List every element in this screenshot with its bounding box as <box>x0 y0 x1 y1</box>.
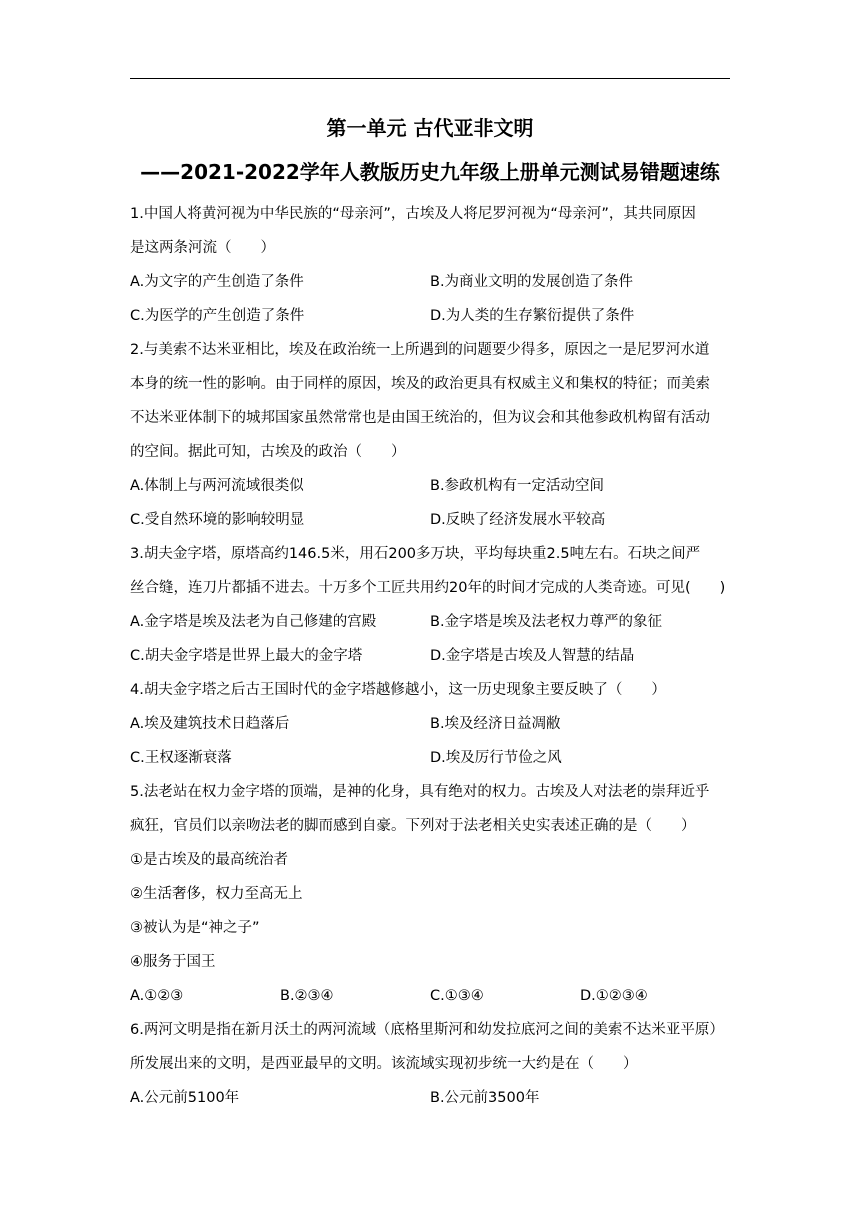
option-c[interactable]: C.胡夫金字塔是世界上最大的金字塔 <box>130 648 363 664</box>
options-row <box>130 712 730 746</box>
question-5 <box>130 780 730 1018</box>
question-stem-line: 6.两河文明是指在新月沃土的两河流域（底格里斯河和幼发拉底河之间的美索不达米亚平原） <box>130 1022 724 1038</box>
option-d[interactable]: D.埃及厉行节俭之风 <box>430 750 562 766</box>
option-a[interactable]: A.金字塔是埃及法老为自己修建的宫殿 <box>130 614 377 630</box>
question-list <box>130 202 730 1120</box>
option-b[interactable]: B.埃及经济日益凋敝 <box>430 716 561 732</box>
option-a[interactable]: A.①②③ <box>130 988 184 1004</box>
question-stem-line: 3.胡夫金字塔，原塔高约146.5米，用石200多万块，平均每块重2.5吨左右。石块之间严 <box>130 546 701 562</box>
options-row <box>130 1086 730 1120</box>
options-row <box>130 746 730 780</box>
question-stem-line: 疯狂，官员们以亲吻法老的脚而感到自豪。下列对于法老相关史实表述正确的是（ ） <box>130 818 696 834</box>
statement-3: ③被认为是“神之子” <box>130 920 260 936</box>
options-row <box>130 270 730 304</box>
header-rule <box>130 78 730 79</box>
options-row <box>130 304 730 338</box>
test-subtitle: ——2021-2022学年人教版历史九年级上册单元测试易错题速练 <box>140 160 720 184</box>
option-d[interactable]: D.为人类的生存繁衍提供了条件 <box>430 308 635 324</box>
options-row <box>130 610 730 644</box>
option-d[interactable]: D.①②③④ <box>580 988 648 1004</box>
question-4 <box>130 678 730 780</box>
options-row <box>130 508 730 542</box>
question-stem-line: 1.中国人将黄河视为中华民族的“母亲河”，古埃及人将尼罗河视为“母亲河”，其共同原因 <box>130 206 696 222</box>
question-stem-line: 不达米亚体制下的城邦国家虽然常常也是由国王统治的，但为议会和其他参政机构留有活动 <box>130 410 710 426</box>
option-b[interactable]: B.公元前3500年 <box>430 1090 540 1106</box>
option-c[interactable]: C.①③④ <box>430 988 484 1004</box>
option-c[interactable]: C.受自然环境的影响较明显 <box>130 512 305 528</box>
question-stem-line: 2.与美索不达米亚相比，埃及在政治统一上所遇到的问题要少得多，原因之一是尼罗河水道 <box>130 342 710 358</box>
question-stem-line: 本身的统一性的影响。由于同样的原因，埃及的政治更具有权威主义和集权的特征；而美索 <box>130 376 710 392</box>
question-stem-line: 5.法老站在权力金字塔的顶端，是神的化身，具有绝对的权力。古埃及人对法老的崇拜近乎 <box>130 784 710 800</box>
options-row <box>130 644 730 678</box>
option-b[interactable]: B.参政机构有一定活动空间 <box>430 478 605 494</box>
option-b[interactable]: B.②③④ <box>280 988 334 1004</box>
statement-1: ①是古埃及的最高统治者 <box>130 852 288 868</box>
question-stem-line: 丝合缝，连刀片都插不进去。十万多个工匠共用约20年的时间才完成的人类奇迹。可见( ) <box>130 580 726 596</box>
statement-2: ②生活奢侈，权力至高无上 <box>130 886 303 902</box>
option-a[interactable]: A.公元前5100年 <box>130 1090 240 1106</box>
option-a[interactable]: A.埃及建筑技术日趋落后 <box>130 716 290 732</box>
option-b[interactable]: B.金字塔是埃及法老权力尊严的象征 <box>430 614 663 630</box>
unit-title: 第一单元 古代亚非文明 <box>326 116 534 140</box>
question-stem-line: 是这两条河流（ ） <box>130 240 275 256</box>
option-d[interactable]: D.金字塔是古埃及人智慧的结晶 <box>430 648 635 664</box>
question-3 <box>130 542 730 678</box>
question-stem-line: 4.胡夫金字塔之后古王国时代的金字塔越修越小，这一历史现象主要反映了（ ） <box>130 682 666 698</box>
question-1 <box>130 202 730 338</box>
options-row <box>130 474 730 508</box>
option-a[interactable]: A.为文字的产生创造了条件 <box>130 274 304 290</box>
option-a[interactable]: A.体制上与两河流域很类似 <box>130 478 304 494</box>
question-stem-line: 的空间。据此可知，古埃及的政治（ ） <box>130 444 406 460</box>
option-d[interactable]: D.反映了经济发展水平较高 <box>430 512 606 528</box>
question-6 <box>130 1018 730 1120</box>
option-b[interactable]: B.为商业文明的发展创造了条件 <box>430 274 634 290</box>
question-stem-line: 所发展出来的文明，是西亚最早的文明。该流域实现初步统一大约是在（ ） <box>130 1056 638 1072</box>
option-c[interactable]: C.为医学的产生创造了条件 <box>130 308 305 324</box>
option-c[interactable]: C.王权逐渐衰落 <box>130 750 232 766</box>
question-2 <box>130 338 730 542</box>
statement-4: ④服务于国王 <box>130 954 216 970</box>
options-row <box>130 984 730 1018</box>
